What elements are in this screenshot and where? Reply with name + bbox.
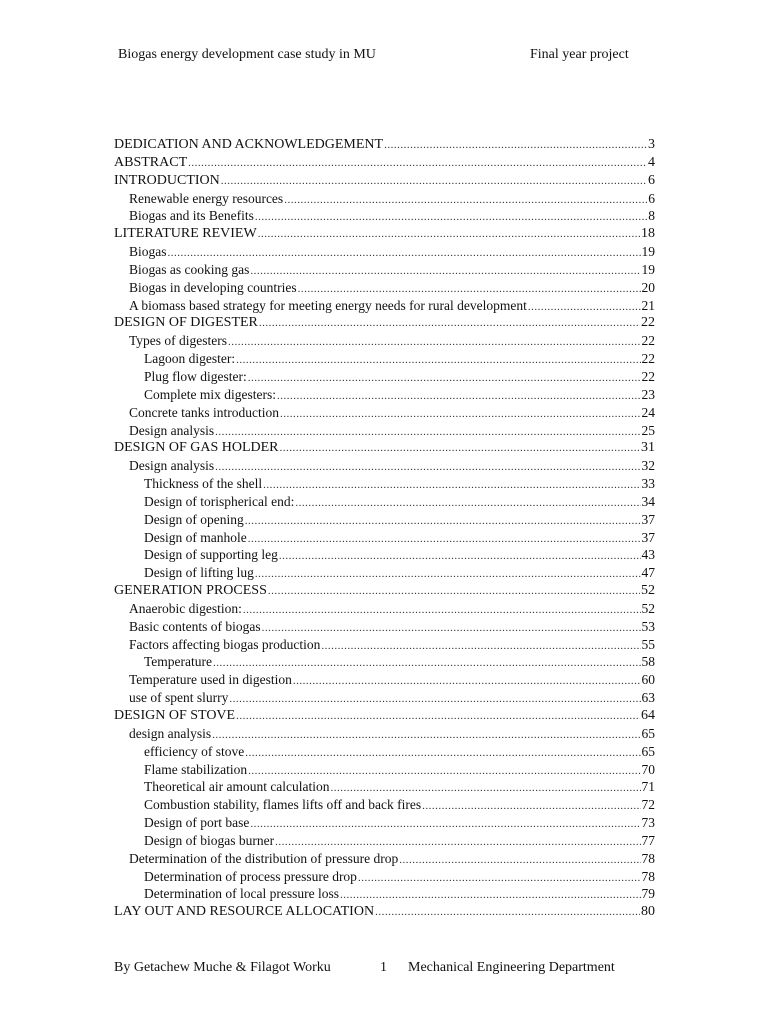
toc-dot-leader <box>228 334 640 352</box>
toc-entry[interactable] <box>114 511 655 529</box>
toc-entry-page-number: 22 <box>641 333 655 349</box>
toc-entry[interactable] <box>114 600 655 618</box>
toc-dot-leader <box>236 352 640 370</box>
toc-entry[interactable] <box>114 868 655 886</box>
toc-entry[interactable] <box>114 832 655 850</box>
toc-entry-page-number: 53 <box>641 618 655 634</box>
toc-dot-leader <box>248 370 641 388</box>
toc-entry-title: Determination of local pressure loss <box>144 886 339 902</box>
toc-entry[interactable] <box>114 903 655 921</box>
toc-entry-page-number: 19 <box>641 261 655 277</box>
toc-entry-title: Flame stabilization <box>144 761 248 777</box>
toc-dot-leader <box>258 226 640 244</box>
toc-dot-leader <box>268 583 640 601</box>
toc-entry[interactable] <box>114 761 655 779</box>
toc-entry-page-number: 80 <box>641 904 655 920</box>
toc-entry-title: Design of torispherical end: <box>144 493 295 509</box>
toc-entry-title: Design of port base <box>144 815 250 831</box>
toc-dot-leader <box>293 673 641 691</box>
toc-entry[interactable] <box>114 297 655 315</box>
toc-entry-page-number: 65 <box>641 725 655 741</box>
toc-entry[interactable] <box>114 422 655 440</box>
toc-entry-title: Design of manhole <box>144 529 247 545</box>
toc-entry-page-number: 52 <box>641 600 655 616</box>
toc-entry-title: LITERATURE REVIEW <box>114 226 257 242</box>
toc-dot-leader <box>229 691 640 709</box>
toc-dot-leader <box>236 708 640 726</box>
toc-entry-page-number: 20 <box>641 279 655 295</box>
toc-entry-title: Determination of the distribution of pressure drop <box>129 850 399 866</box>
toc-entry-title: Concrete tanks introduction <box>129 404 279 420</box>
toc-entry[interactable] <box>114 154 655 172</box>
toc-entry-title: Anaerobic digestion: <box>129 600 242 616</box>
toc-entry-title: Biogas in developing countries <box>129 279 297 295</box>
toc-entry-title: use of spent slurry <box>129 690 229 706</box>
toc-entry-page-number: 31 <box>641 440 655 456</box>
toc-entry-title: DEDICATION AND ACKNOWLEDGEMENT <box>114 137 384 152</box>
toc-entry[interactable] <box>114 261 655 279</box>
toc-dot-leader <box>215 459 640 477</box>
toc-dot-leader <box>255 209 647 227</box>
toc-entry-title: ABSTRACT <box>114 154 188 170</box>
toc-entry-page-number: 21 <box>641 297 655 313</box>
toc-dot-leader <box>277 388 641 406</box>
toc-entry-page-number: 6 <box>648 172 655 188</box>
toc-entry[interactable] <box>114 225 655 243</box>
toc-dot-leader <box>358 870 641 888</box>
toc-dot-leader <box>255 566 641 584</box>
toc-dot-leader <box>221 173 647 191</box>
toc-entry-title: Temperature <box>144 654 213 670</box>
toc-entry-page-number: 22 <box>641 368 655 384</box>
toc-entry-title: DESIGN OF STOVE <box>114 708 236 723</box>
toc-entry-page-number: 73 <box>641 815 655 831</box>
toc-entry-page-number: 34 <box>641 493 655 509</box>
header-document-title: Biogas energy development case study in MU <box>118 47 376 62</box>
toc-entry-page-number: 63 <box>641 690 655 706</box>
toc-entry-title: Theoretical air amount calculation <box>144 779 330 795</box>
toc-entry-page-number: 71 <box>641 779 655 795</box>
toc-entry[interactable] <box>114 850 655 868</box>
toc-entry[interactable] <box>114 279 655 297</box>
toc-entry-page-number: 72 <box>641 797 655 813</box>
toc-dot-leader <box>250 816 640 834</box>
toc-entry-page-number: 32 <box>641 458 655 474</box>
toc-entry[interactable] <box>114 546 655 564</box>
toc-entry-page-number: 18 <box>641 226 655 242</box>
toc-entry[interactable] <box>114 493 655 511</box>
toc-entry-title: DESIGN OF DIGESTER <box>114 315 258 331</box>
toc-entry-title: Biogas and its Benefits <box>129 208 254 224</box>
toc-entry-title: DESIGN OF GAS HOLDER <box>114 440 279 456</box>
toc-entry-title: Design of opening <box>144 511 244 527</box>
toc-entry[interactable] <box>114 172 655 190</box>
toc-entry-title: Design of supporting leg <box>144 547 278 563</box>
toc-entry-title: Temperature used in digestion <box>129 672 292 688</box>
toc-entry[interactable] <box>114 814 655 832</box>
toc-entry-page-number: 37 <box>641 529 655 545</box>
toc-entry-title: design analysis <box>129 725 212 741</box>
toc-entry[interactable] <box>114 582 655 600</box>
toc-dot-leader <box>340 887 641 905</box>
toc-entry-page-number: 22 <box>641 315 655 331</box>
toc-entry-page-number: 22 <box>641 351 655 367</box>
toc-entry[interactable] <box>114 136 655 154</box>
toc-entry[interactable] <box>114 653 655 671</box>
page-header <box>0 47 768 67</box>
footer-page-number: 1 <box>380 960 387 975</box>
toc-entry-page-number: 77 <box>641 832 655 848</box>
toc-entry-title: efficiency of stove <box>144 743 245 759</box>
footer-authors: By Getachew Muche & Filagot Worku <box>114 960 331 975</box>
toc-entry[interactable] <box>114 350 655 368</box>
toc-entry-title: Design of biogas burner <box>144 832 275 848</box>
toc-entry-title: Determination of process pressure drop <box>144 868 357 884</box>
toc-entry-title: Lagoon digester: <box>144 351 236 367</box>
toc-dot-leader <box>384 137 647 155</box>
toc-entry[interactable] <box>114 439 655 457</box>
toc-dot-leader <box>399 852 640 870</box>
toc-entry-title: Design analysis <box>129 422 215 438</box>
toc-entry-page-number: 8 <box>648 208 655 224</box>
toc-entry-page-number: 47 <box>641 565 655 581</box>
toc-entry[interactable] <box>114 725 655 743</box>
toc-entry-page-number: 70 <box>641 761 655 777</box>
toc-entry[interactable] <box>114 243 655 261</box>
toc-entry[interactable] <box>114 529 655 547</box>
toc-entry[interactable] <box>114 885 655 903</box>
toc-entry-page-number: 55 <box>641 636 655 652</box>
toc-entry-page-number: 79 <box>641 886 655 902</box>
toc-entry-page-number: 33 <box>641 476 655 492</box>
toc-dot-leader <box>245 745 640 763</box>
toc-entry-page-number: 25 <box>641 422 655 438</box>
toc-entry[interactable] <box>114 314 655 332</box>
toc-entry-page-number: 65 <box>641 743 655 759</box>
toc-entry-page-number: 24 <box>641 404 655 420</box>
toc-entry-page-number: 23 <box>641 386 655 402</box>
toc-entry[interactable] <box>114 671 655 689</box>
toc-entry-title: Design of lifting lug <box>144 565 254 581</box>
toc-dot-leader <box>259 315 640 333</box>
toc-entry-title: LAY OUT AND RESOURCE ALLOCATION <box>114 904 375 920</box>
toc-dot-leader <box>280 440 640 458</box>
toc-entry-page-number: 78 <box>641 868 655 884</box>
toc-entry-title: INTRODUCTION <box>114 172 220 188</box>
toc-entry[interactable] <box>114 332 655 350</box>
toc-dot-leader <box>263 477 640 495</box>
toc-entry[interactable] <box>114 457 655 475</box>
toc-entry-title: Basic contents of biogas <box>129 618 261 634</box>
toc-entry-title: Biogas <box>129 244 167 260</box>
toc-dot-leader <box>280 406 641 424</box>
toc-entry-page-number: 78 <box>641 850 655 866</box>
toc-entry[interactable] <box>114 778 655 796</box>
toc-entry[interactable] <box>114 475 655 493</box>
toc-dot-leader <box>321 638 640 656</box>
table-of-contents <box>114 136 655 921</box>
toc-entry[interactable] <box>114 564 655 582</box>
toc-entry[interactable] <box>114 618 655 636</box>
toc-entry[interactable] <box>114 190 655 208</box>
toc-entry[interactable] <box>114 207 655 225</box>
toc-dot-leader <box>250 263 640 281</box>
toc-entry[interactable] <box>114 404 655 422</box>
header-project-label: Final year project <box>530 47 629 62</box>
toc-entry-page-number: 43 <box>641 547 655 563</box>
toc-entry[interactable] <box>114 386 655 404</box>
footer-department: Mechanical Engineering Department <box>408 960 615 975</box>
toc-entry[interactable] <box>114 636 655 654</box>
toc-dot-leader <box>245 513 641 531</box>
toc-entry-page-number: 19 <box>641 244 655 260</box>
toc-entry-page-number: 52 <box>641 583 655 599</box>
toc-dot-leader <box>188 155 647 173</box>
toc-entry[interactable] <box>114 743 655 761</box>
toc-entry-title: Combustion stability, flames lifts off and back fires <box>144 797 422 813</box>
toc-entry-page-number: 37 <box>641 511 655 527</box>
toc-dot-leader <box>279 548 641 566</box>
toc-entry[interactable] <box>114 689 655 707</box>
toc-entry-title: Factors affecting biogas production <box>129 636 321 652</box>
toc-dot-leader <box>248 531 641 549</box>
toc-entry-page-number: 3 <box>648 137 655 152</box>
toc-entry-title: Complete mix digesters: <box>144 386 276 402</box>
toc-entry[interactable] <box>114 707 655 725</box>
toc-entry-page-number: 60 <box>641 672 655 688</box>
toc-entry-title: Thickness of the shell <box>144 476 263 492</box>
toc-entry[interactable] <box>114 368 655 386</box>
toc-entry-title: Plug flow digester: <box>144 368 247 384</box>
toc-dot-leader <box>215 424 640 442</box>
toc-entry-page-number: 4 <box>648 154 655 170</box>
toc-entry[interactable] <box>114 796 655 814</box>
toc-entry-title: Types of digesters <box>129 333 228 349</box>
toc-dot-leader <box>284 192 647 210</box>
toc-dot-leader <box>243 602 641 620</box>
toc-entry-title: Renewable energy resources <box>129 190 284 206</box>
toc-dot-leader <box>212 727 640 745</box>
toc-entry-title: A biomass based strategy for meeting energy needs for rural development <box>129 297 527 313</box>
toc-entry-title: Design analysis <box>129 458 215 474</box>
toc-entry-title: Biogas as cooking gas <box>129 261 250 277</box>
toc-dot-leader <box>528 299 641 317</box>
toc-entry-page-number: 6 <box>648 190 655 206</box>
toc-dot-leader <box>375 904 640 922</box>
toc-entry-page-number: 58 <box>641 654 655 670</box>
toc-entry-page-number: 64 <box>641 708 655 723</box>
toc-entry-title: GENERATION PROCESS <box>114 583 267 599</box>
toc-dot-leader <box>295 495 640 513</box>
toc-dot-leader <box>422 798 640 816</box>
